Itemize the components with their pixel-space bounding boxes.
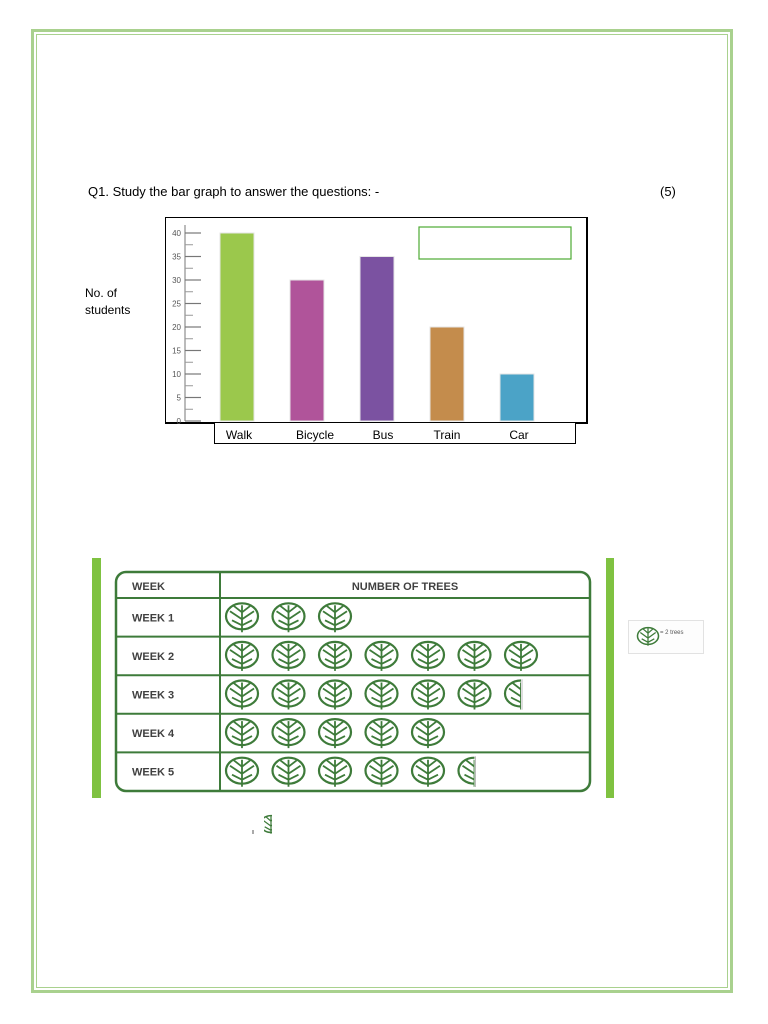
y-tick-label: 5 xyxy=(176,393,181,403)
row-label: WEEK 1 xyxy=(132,612,175,625)
x-tick-label-train: Train xyxy=(433,428,461,442)
y-tick-label: 35 xyxy=(172,252,181,262)
bar-train xyxy=(430,327,464,421)
y-tick-label: 20 xyxy=(172,323,181,332)
row-label: WEEK 5 xyxy=(132,766,175,779)
y-tick-label: 15 xyxy=(172,346,181,356)
header-week: WEEK xyxy=(132,581,165,593)
y-tick-label: 10 xyxy=(172,370,181,379)
question-text: Q1. Study the bar graph to answer the questions: - xyxy=(88,184,380,199)
y-tick-label: 30 xyxy=(172,276,181,285)
pictograph-table xyxy=(92,558,614,800)
category-label-box xyxy=(214,422,576,444)
x-tick-label-car: Car xyxy=(509,428,529,442)
green-bar-left xyxy=(92,558,101,798)
y-axis-label: No. of students xyxy=(85,286,131,317)
bar-car xyxy=(500,374,534,421)
key-text: = 2 trees xyxy=(660,630,684,636)
bar-walk xyxy=(220,233,254,421)
row-label: WEEK 4 xyxy=(132,728,175,741)
row-label: WEEK 3 xyxy=(132,689,175,702)
question-marks: (5) xyxy=(660,184,676,199)
pictograph-key xyxy=(628,620,704,654)
x-tick-label-bus: Bus xyxy=(372,428,394,442)
header-trees: NUMBER OF TREES xyxy=(351,581,459,593)
page-border-inner xyxy=(36,34,728,988)
legend-box xyxy=(419,227,571,259)
bar-bicycle xyxy=(290,280,324,421)
x-tick-label-bicycle: Bicycle xyxy=(295,428,335,442)
bar-bus xyxy=(360,257,394,422)
stray-half-tree-icon xyxy=(252,812,272,838)
y-tick-label: 25 xyxy=(172,299,181,309)
row-label: WEEK 2 xyxy=(132,650,175,663)
bar-chart xyxy=(165,217,589,425)
y-tick-label: 40 xyxy=(172,229,181,238)
green-bar-right xyxy=(606,558,614,798)
y-tick-label: 0 xyxy=(176,417,181,425)
x-tick-label-walk: Walk xyxy=(225,428,253,442)
key-tree-icon xyxy=(633,622,663,652)
